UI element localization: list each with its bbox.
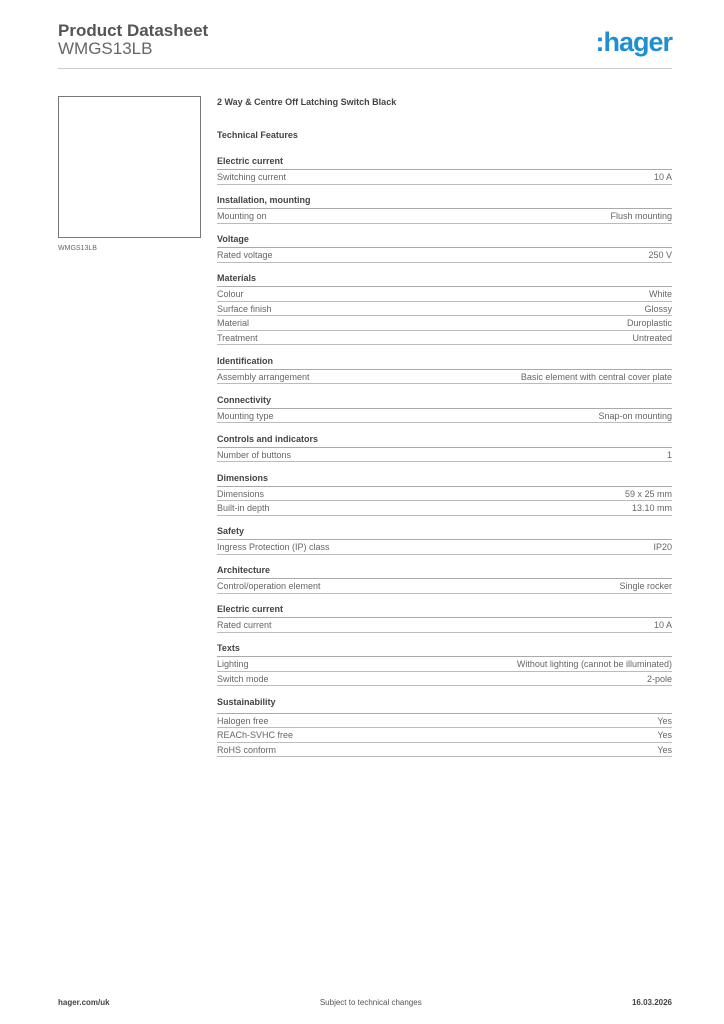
feature-value: 13.10 mm xyxy=(631,503,672,513)
feature-value: Yes xyxy=(657,744,672,755)
feature-value: 10 A xyxy=(653,172,672,182)
feature-label: Treatment xyxy=(217,332,258,343)
feature-value: 59 x 25 mm xyxy=(624,488,672,499)
feature-value: Single rocker xyxy=(619,581,672,591)
group-heading: Architecture xyxy=(217,564,672,579)
feature-value: Glossy xyxy=(644,303,672,314)
feature-row xyxy=(217,287,672,302)
feature-value: Untreated xyxy=(632,332,672,343)
feature-value: Yes xyxy=(657,730,672,740)
group-heading: Identification xyxy=(217,355,672,370)
feature-label: Mounting on xyxy=(217,211,267,221)
feature-row xyxy=(217,714,672,729)
feature-row xyxy=(217,170,672,185)
feature-value: Snap-on mounting xyxy=(598,410,672,421)
technical-features xyxy=(217,96,672,767)
feature-groups xyxy=(217,155,672,757)
feature-value: Basic element with central cover plate xyxy=(520,371,672,382)
feature-value: Without lighting (cannot be illuminated) xyxy=(516,659,672,669)
feature-group xyxy=(217,233,672,263)
feature-label: Lighting xyxy=(217,659,249,669)
header-divider xyxy=(58,68,672,69)
feature-group xyxy=(217,272,672,345)
feature-group xyxy=(217,564,672,594)
feature-label: Colour xyxy=(217,289,244,299)
feature-label: Control/operation element xyxy=(217,581,321,591)
feature-value: 250 V xyxy=(648,250,672,260)
feature-row xyxy=(217,370,672,385)
group-heading: Connectivity xyxy=(217,394,672,409)
feature-label: Switch mode xyxy=(217,673,269,684)
footer-website[interactable]: hager.com/uk xyxy=(58,998,110,1007)
group-heading: Voltage xyxy=(217,233,672,248)
feature-value: Duroplastic xyxy=(626,318,672,328)
feature-row xyxy=(217,540,672,555)
group-heading: Controls and indicators xyxy=(217,433,672,448)
group-heading: Electric current xyxy=(217,603,672,618)
group-heading: Materials xyxy=(217,272,672,287)
feature-label: Mounting type xyxy=(217,410,274,421)
feature-row xyxy=(217,487,672,502)
feature-label: Material xyxy=(217,318,250,328)
group-heading: Installation, mounting xyxy=(217,194,672,209)
feature-row xyxy=(217,618,672,633)
feature-label: RoHS conform xyxy=(217,744,277,755)
product-code: WMGS13LB xyxy=(58,39,153,58)
group-heading: Electric current xyxy=(217,155,672,170)
feature-value: Yes xyxy=(657,715,672,726)
feature-label: Number of buttons xyxy=(217,449,292,460)
product-image-label: WMGS13LB xyxy=(58,245,97,252)
feature-value: Flush mounting xyxy=(610,211,672,221)
feature-group xyxy=(217,155,672,185)
feature-row xyxy=(217,316,672,331)
feature-group xyxy=(217,433,672,463)
footer-date: 16.03.2026 xyxy=(631,998,672,1007)
group-heading: Sustainability xyxy=(217,696,672,714)
feature-label: Surface finish xyxy=(217,303,272,314)
feature-group xyxy=(217,696,672,758)
feature-label: Rated current xyxy=(217,620,272,630)
feature-row xyxy=(217,209,672,224)
footer-note: Subject to technical changes xyxy=(319,998,422,1007)
feature-value: 2-pole xyxy=(646,673,672,684)
feature-label: Dimensions xyxy=(217,488,265,499)
feature-row xyxy=(217,448,672,463)
feature-row xyxy=(217,331,672,346)
feature-row xyxy=(217,743,672,758)
product-title: 2 Way & Centre Off Latching Switch Black xyxy=(217,97,397,107)
feature-label: Built-in depth xyxy=(217,503,270,513)
feature-row xyxy=(217,657,672,672)
feature-row xyxy=(217,728,672,743)
feature-label: Assembly arrangement xyxy=(217,371,310,382)
feature-group xyxy=(217,394,672,424)
feature-value: White xyxy=(648,289,672,299)
feature-group xyxy=(217,603,672,633)
feature-label: REACh-SVHC free xyxy=(217,730,294,740)
feature-row xyxy=(217,501,672,516)
feature-row xyxy=(217,579,672,594)
feature-label: Ingress Protection (IP) class xyxy=(217,542,330,552)
feature-label: Rated voltage xyxy=(217,250,273,260)
feature-group xyxy=(217,194,672,224)
feature-group xyxy=(217,525,672,555)
footer xyxy=(58,998,672,1007)
feature-label: Switching current xyxy=(217,172,287,182)
feature-group xyxy=(217,355,672,385)
feature-row xyxy=(217,409,672,424)
feature-group xyxy=(217,642,672,686)
feature-group xyxy=(217,472,672,516)
section-title: Technical Features xyxy=(217,130,298,140)
feature-row xyxy=(217,302,672,317)
feature-value: 1 xyxy=(666,449,672,460)
feature-label: Halogen free xyxy=(217,715,269,726)
feature-value: 10 A xyxy=(653,620,672,630)
feature-row xyxy=(217,248,672,263)
feature-value: IP20 xyxy=(653,542,672,552)
page-title: Product Datasheet xyxy=(58,21,209,40)
group-heading: Dimensions xyxy=(217,472,672,487)
hager-logo: :hager xyxy=(595,27,672,57)
feature-row xyxy=(217,672,672,687)
group-heading: Texts xyxy=(217,642,672,657)
product-image xyxy=(58,96,201,238)
group-heading: Safety xyxy=(217,525,672,540)
